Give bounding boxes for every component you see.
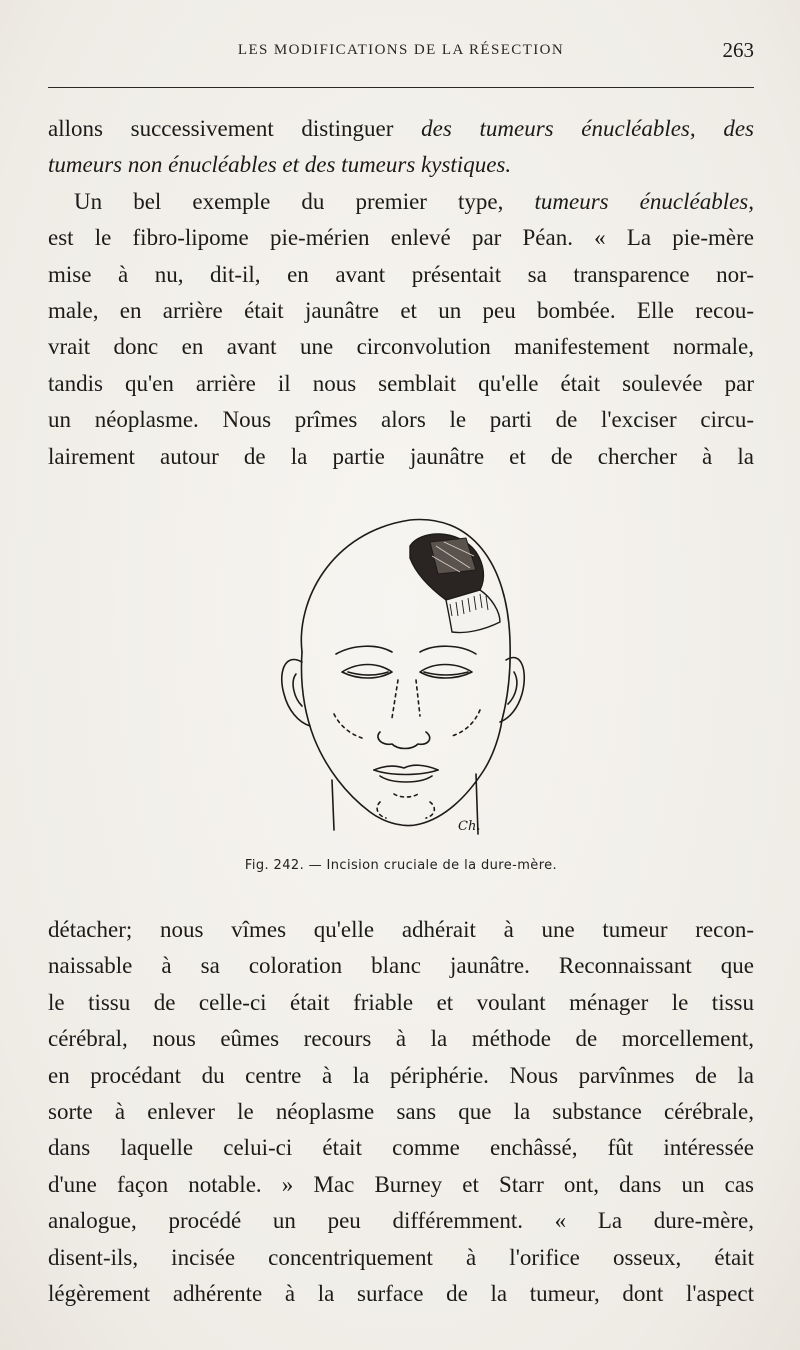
text-span: allons successivement distinguer (48, 116, 422, 141)
text-line: analogue, procédé un peu différemment. « La dure-mère, (48, 1208, 754, 1234)
italic-span: tumeurs non énucléables et des tumeurs kystiques. (48, 152, 512, 178)
italic-span: tumeurs énucléables, (534, 188, 754, 214)
trephine-opening (410, 534, 500, 633)
paragraph-3 (48, 912, 754, 1312)
text-span: Un bel exemple du premier type, (74, 188, 535, 214)
figure-caption: Fig. 242. — Incision cruciale de la dure-mère. (244, 858, 558, 873)
text-line (48, 184, 754, 220)
italic-span: des tumeurs énucléables, des (421, 116, 754, 141)
text-line: sorte à enlever le néoplasme sans que la substance cérébrale, (48, 1099, 754, 1125)
text-line: le tissu de celle-ci était friable et voulant ménager le tissu (48, 989, 754, 1015)
text-line: détacher; nous vîmes qu'elle adhérait à une tumeur recon- (48, 917, 754, 942)
text-line: dans laquelle celui-ci était comme enchâssé, fût intéressée (48, 1135, 754, 1161)
text-line: vrait donc en avant une circonvolution manifestement normale, (48, 334, 754, 360)
page-number: 263 (722, 38, 754, 62)
text-line (48, 147, 754, 183)
text-line: naissable à sa coloration blanc jaunâtre. Reconnaissant que (48, 953, 754, 979)
text-line: mise à nu, dit-il, en avant présentait sa transparence nor- (48, 261, 754, 287)
text-line: est le fibro-lipome pie-mérien enlevé par Péan. « La pie-mère (48, 225, 754, 251)
text-line: un néoplasme. Nous prîmes alors le parti de l'exciser circu- (48, 407, 754, 433)
text-block-top (48, 111, 754, 475)
text-line: d'une façon notable. » Mac Burney et Starr ont, dans un cas (48, 1171, 754, 1197)
header-rule (48, 87, 754, 88)
text-line: lairement autour de la partie jaunâtre et de chercher à la (48, 443, 754, 469)
head-drawing (270, 512, 530, 842)
text-line: en procédant du centre à la périphérie. Nous parvînmes de la (48, 1062, 754, 1088)
text-line: cérébral, nous eûmes recours à la méthode de morcellement, (48, 1026, 754, 1052)
running-head (48, 36, 754, 70)
text-line (48, 111, 754, 147)
text-line: male, en arrière était jaunâtre et un peu bombée. Elle recou- (48, 298, 754, 324)
artist-signature: Ch. (458, 819, 481, 834)
text-block-bottom (48, 912, 754, 1312)
paragraph-1 (48, 111, 754, 184)
text-line: tandis qu'en arrière il nous semblait qu'elle était soulevée par (48, 370, 754, 396)
figure-head-illustration (270, 512, 530, 842)
running-title: LES MODIFICATIONS DE LA RÉSECTION (237, 42, 565, 58)
text-line: disent-ils, incisée concentriquement à l'orifice osseux, était (48, 1244, 754, 1270)
text-line: légèrement adhérente à la surface de la tumeur, dont l'aspect (48, 1281, 754, 1307)
paragraph-2 (48, 184, 754, 475)
